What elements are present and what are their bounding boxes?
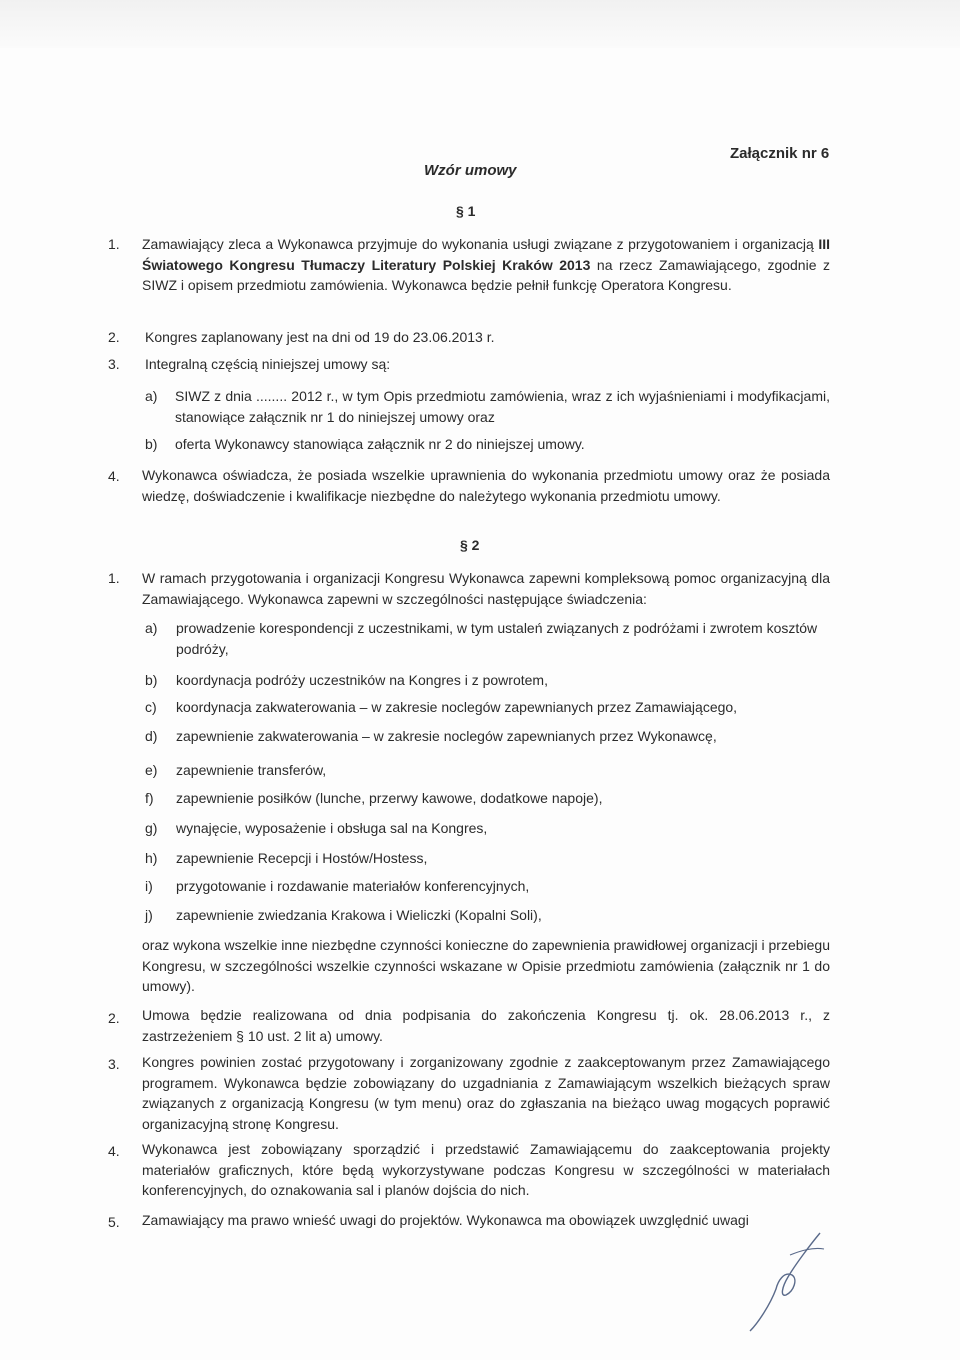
list-letter: h)	[145, 850, 158, 866]
section-2-paragraph-5: Zamawiający ma prawo wnieść uwagi do projektów. Wykonawca ma obowiązek uwzględnić uwagi	[142, 1212, 749, 1228]
list-letter: a)	[145, 620, 158, 636]
list-item: zapewnienie zwiedzania Krakowa i Wieliczki (Kopalni Soli),	[176, 907, 542, 923]
list-letter: c)	[145, 699, 157, 715]
section-1-item-b: oferta Wykonawcy stanowiąca załącznik nr 2 do niniejszej umowy.	[175, 436, 585, 452]
list-item: zapewnienie transferów,	[176, 762, 327, 778]
list-item: koordynacja zakwaterowania – w zakresie noclegów zapewnianych przez Zamawiającego,	[176, 699, 738, 715]
section-2-paragraph-2: Umowa będzie realizowana od dnia podpisania do zakończenia Kongresu tj. ok. 28.06.2013 r., z zastrzeżeniem § 10 ust. 2 lit a) umowy.	[142, 1007, 830, 1044]
list-letter: a)	[145, 388, 158, 404]
item-number: 1.	[108, 236, 120, 252]
item-number: 4.	[108, 468, 120, 484]
item-number: 1.	[108, 570, 120, 586]
list-item: koordynacja podróży uczestników na Kongres i z powrotem,	[176, 672, 548, 688]
scan-edge	[0, 0, 960, 48]
list-item: prowadzenie korespondencji z uczestnikami, w tym ustaleń związanych z podróżami i zwrotem kosztów podróży,	[176, 620, 818, 657]
item-number: 2.	[108, 329, 120, 345]
annex-label: Załącznik nr 6	[730, 145, 830, 162]
list-letter: i)	[145, 878, 153, 894]
section-2-closing-text: oraz wykona wszelkie inne niezbędne czynności konieczne do zapewnienia prawidłowej organizacji i przebiegu Kongresu, w szczególności wszelkie czynności wskazane w Opisie przedmiotu zamówienia (załącznik nr 1 do umowy).	[142, 937, 830, 994]
signature-initials	[740, 1225, 835, 1335]
list-item: wynajęcie, wyposażenie i obsługa sal na Kongres,	[176, 820, 488, 836]
section-1-item-a: SIWZ z dnia ........ 2012 r., w tym Opis przedmiotu zamówienia, wraz z ich wyjaśnieniami i modyfikacjami, stanowiące załącznik nr 1 do niniejszej umowy oraz	[175, 388, 830, 425]
section-1-paragraph-2: Kongres zaplanowany jest na dni od 19 do 23.06.2013 r.	[145, 329, 495, 345]
paragraph-text: na rzecz Zamawiającego, zgodnie z SIWZ i opisem przedmiotu zamówienia. Wykonawca będzie pełnił funkcję Operatora Kongresu.	[142, 256, 831, 293]
item-number: 5.	[108, 1214, 120, 1230]
list-letter: f)	[145, 790, 154, 806]
section-1-paragraph-4: Wykonawca oświadcza, że posiada wszelkie uprawnienia do wykonania przedmiotu umowy oraz że posiada wiedzę, doświadczenie i kwalifikacje niezbędne do należytego wykonania przedmiotu umowy.	[142, 467, 830, 504]
section-2-paragraph-4: Wykonawca jest zobowiązany sporządzić i przedstawić Zamawiającemu do zaakceptowania projekty materiałów graficznych, które będą wykorzystywane podczas Kongresu w szczególności w materiałach konferencyjnych, do oznakowania sal i planów dojścia do nich.	[142, 1141, 830, 1198]
list-letter: b)	[145, 672, 158, 688]
section-2-paragraph-1: W ramach przygotowania i organizacji Kongresu Wykonawca zapewni kompleksową pomoc organizacyjną dla Zamawiającego. Wykonawca zapewni w szczególności następujące świadczenia:	[142, 570, 830, 607]
list-letter: b)	[145, 436, 158, 452]
section-2-paragraph-3: Kongres powinien zostać przygotowany i zorganizowany zgodnie z zaakceptowanym przez Zamawiającego programem. Wykonawca będzie zobowiązany do uzgadniania z Zamawiającym wszelkich bieżących spraw związanych z organizacją Kongresu (w tym menu) oraz do zgłaszania na bieżąco uwag mogących poprawić organizacyjną stronę Kongresu.	[142, 1054, 830, 1132]
item-number: 2.	[108, 1010, 120, 1026]
item-number: 3.	[108, 1056, 120, 1072]
list-item: zapewnienie zakwaterowania – w zakresie noclegów zapewnianych przez Wykonawcę,	[176, 728, 717, 744]
section-1-paragraph-1	[142, 234, 830, 296]
section-1-paragraph-3: Integralną częścią niniejszej umowy są:	[145, 356, 391, 372]
list-item: zapewnienie posiłków (lunche, przerwy kawowe, dodatkowe napoje),	[176, 790, 603, 806]
list-item: przygotowanie i rozdawanie materiałów konferencyjnych,	[176, 878, 530, 894]
list-letter: d)	[145, 728, 158, 744]
list-letter: e)	[145, 762, 158, 778]
item-number: 4.	[108, 1143, 120, 1159]
list-letter: j)	[145, 907, 153, 923]
item-number: 3.	[108, 356, 120, 372]
paragraph-text: Zamawiający zleca a Wykonawca przyjmuje do wykonania usługi związane z przygotowaniem i organizacją	[142, 236, 819, 252]
document-title: Wzór umowy	[424, 162, 517, 179]
congress-name: III Światowego Kongresu Tłumaczy Literatury Polskiej Kraków 2013	[142, 236, 830, 273]
list-item: zapewnienie Recepcji i Hostów/Hostess,	[176, 850, 428, 866]
section-2-heading: § 2	[460, 537, 480, 553]
list-letter: g)	[145, 820, 158, 836]
section-1-heading: § 1	[456, 203, 476, 219]
